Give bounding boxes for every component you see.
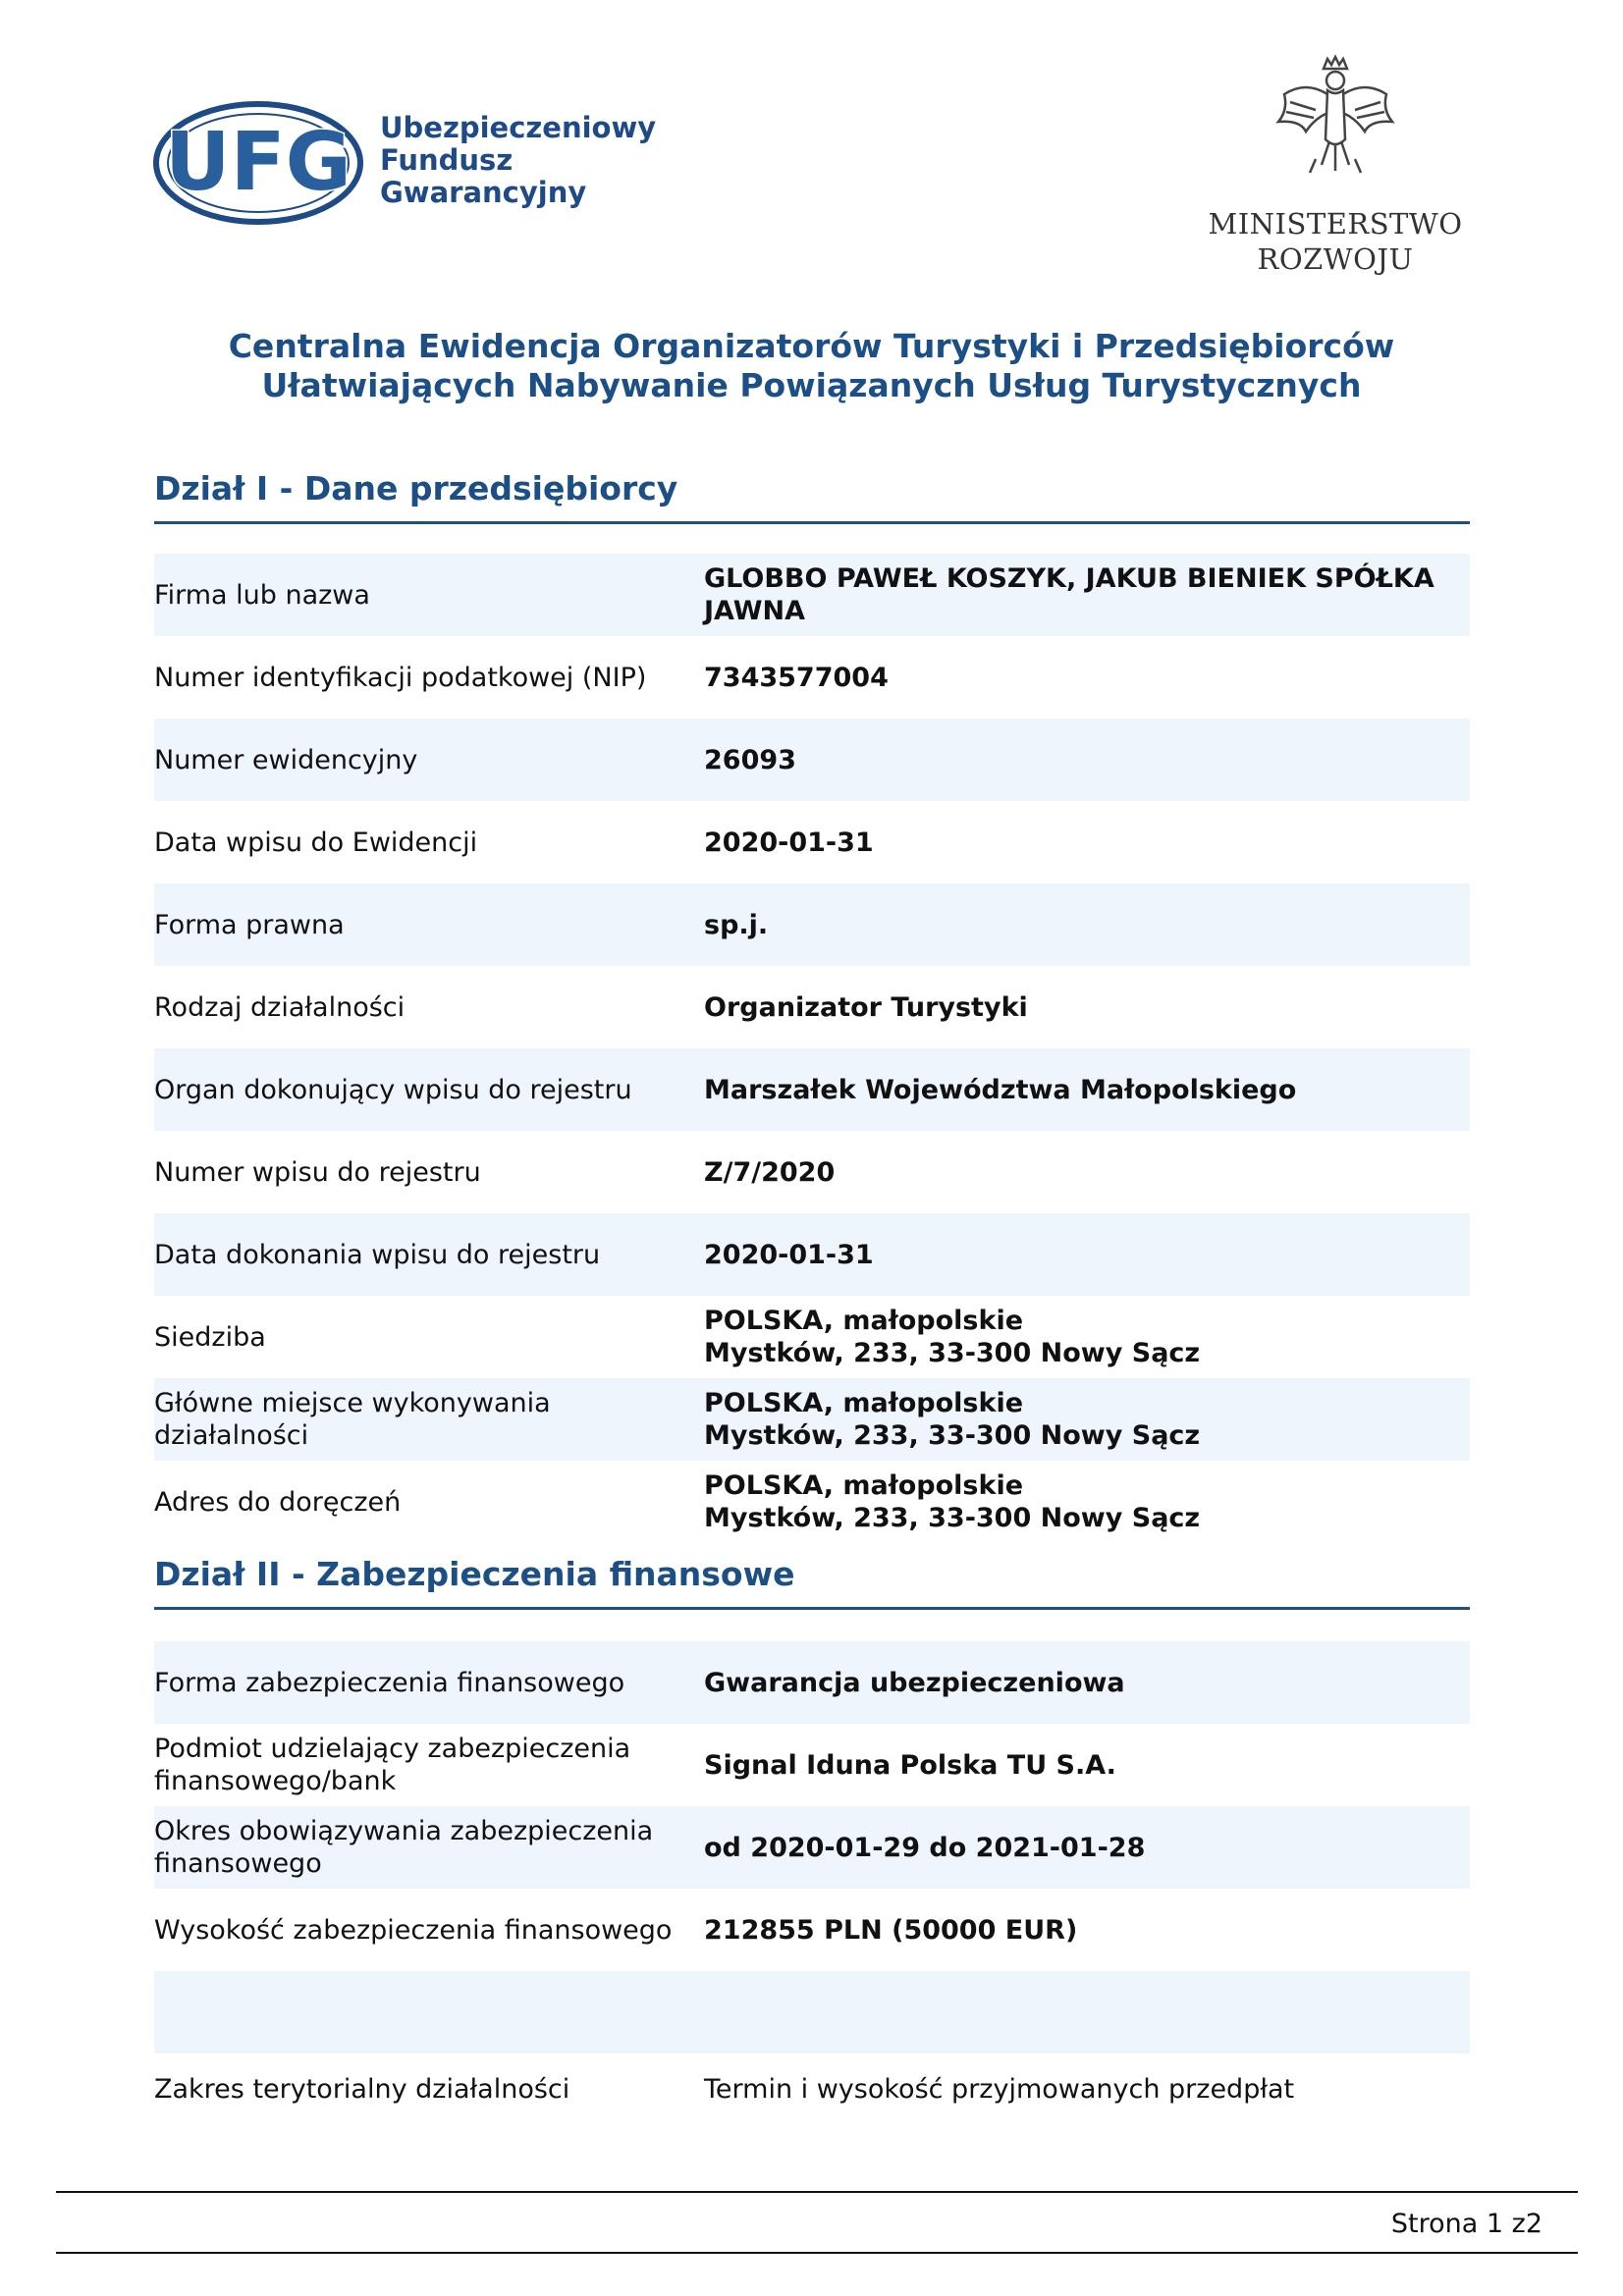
section-1-heading: Dział I - Dane przedsiębiorcy bbox=[154, 469, 1470, 524]
row-label: Numer identyfikacji podatkowej (NIP) bbox=[154, 662, 647, 693]
ufg-line-3: Gwarancyjny bbox=[380, 176, 587, 209]
row-value-line: POLSKA, małopolskie bbox=[704, 1470, 1024, 1501]
table-row bbox=[154, 1213, 1470, 1296]
row-value bbox=[704, 1832, 1470, 1864]
table-row bbox=[154, 1806, 1470, 1889]
row-value bbox=[704, 1239, 1470, 1271]
table-row bbox=[154, 966, 1470, 1048]
row-value-line: Mystków, 233, 33-300 Nowy Sącz bbox=[704, 1338, 1201, 1368]
row-value bbox=[704, 662, 1470, 694]
territorial-scope-label: Zakres terytorialny działalności bbox=[154, 2074, 570, 2105]
ufg-line-1: Ubezpieczeniowy bbox=[380, 111, 657, 144]
section-1-table bbox=[154, 554, 1470, 1543]
row-value bbox=[704, 1156, 1470, 1189]
footer-divider-top bbox=[56, 2191, 1578, 2193]
row-label: Adres do doręczeń bbox=[154, 1486, 402, 1518]
row-value bbox=[704, 1387, 1470, 1452]
row-label: Data wpisu do Ewidencji bbox=[154, 827, 478, 858]
row-value-line: POLSKA, małopolskie bbox=[704, 1306, 1024, 1336]
svg-text:UFG: UFG bbox=[165, 116, 352, 209]
row-value-line: 212855 PLN (50000 EUR) bbox=[704, 1914, 1078, 1946]
polish-eagle-icon bbox=[1267, 51, 1404, 188]
row-value-line: GLOBBO PAWEŁ KOSZYK, JAKUB BIENIEK SPÓŁKA JAWNA bbox=[704, 563, 1434, 626]
table-row bbox=[154, 1378, 1470, 1461]
row-value bbox=[704, 1914, 1470, 1947]
row-value-line: Mystków, 233, 33-300 Nowy Sącz bbox=[704, 1503, 1201, 1533]
row-value-line: 26093 bbox=[704, 744, 796, 775]
row-value-line: Z/7/2020 bbox=[704, 1156, 836, 1188]
ufg-emblem-icon bbox=[152, 98, 378, 236]
row-label: Numer ewidencyjny bbox=[154, 744, 418, 775]
table-row bbox=[154, 1048, 1470, 1131]
row-value-line: Signal Iduna Polska TU S.A. bbox=[704, 1749, 1116, 1781]
ministry-line-2: ROZWOJU bbox=[1257, 242, 1414, 276]
row-value bbox=[704, 1749, 1470, 1782]
footer-table-header bbox=[154, 2074, 1470, 2105]
ufg-wordmark bbox=[380, 112, 656, 209]
ministry-name bbox=[1188, 206, 1483, 277]
row-label: Okres obowiązywania zabezpieczenia finansowego bbox=[154, 1816, 654, 1879]
table-row bbox=[154, 554, 1470, 636]
table-row bbox=[154, 1971, 1470, 2054]
row-label: Siedziba bbox=[154, 1321, 266, 1353]
row-label: Główne miejsce wykonywania działalności bbox=[154, 1388, 551, 1451]
row-label: Data dokonania wpisu do rejestru bbox=[154, 1239, 601, 1270]
row-value bbox=[704, 1305, 1470, 1369]
row-value bbox=[704, 909, 1470, 941]
row-value bbox=[704, 1074, 1470, 1106]
section-2-table bbox=[154, 1641, 1470, 2054]
page-number: Strona 1 z2 bbox=[1390, 2209, 1542, 2239]
table-row bbox=[154, 1131, 1470, 1213]
table-row bbox=[154, 801, 1470, 883]
table-row bbox=[154, 1641, 1470, 1724]
row-label: Forma prawna bbox=[154, 909, 345, 940]
row-value bbox=[704, 1469, 1470, 1534]
row-value bbox=[704, 1667, 1470, 1699]
table-row bbox=[154, 1889, 1470, 1971]
title-line-1: Centralna Ewidencja Organizatorów Turystyki i Przedsiębiorców bbox=[228, 327, 1395, 365]
row-value-line: 2020-01-31 bbox=[704, 1239, 874, 1270]
ufg-logo bbox=[152, 98, 657, 236]
table-row bbox=[154, 883, 1470, 966]
row-value-line: Organizator Turystyki bbox=[704, 991, 1028, 1023]
row-value-line: od 2020-01-29 do 2021-01-28 bbox=[704, 1832, 1146, 1863]
table-row bbox=[154, 636, 1470, 719]
row-label: Firma lub nazwa bbox=[154, 579, 370, 611]
footer-divider-bottom bbox=[56, 2252, 1578, 2254]
row-label: Forma zabezpieczenia finansowego bbox=[154, 1667, 625, 1698]
section-2-heading: Dział II - Zabezpieczenia finansowe bbox=[154, 1555, 1470, 1610]
ministry-logo bbox=[1188, 51, 1483, 277]
row-value bbox=[704, 991, 1470, 1024]
row-label: Rodzaj działalności bbox=[154, 991, 406, 1023]
row-label: Numer wpisu do rejestru bbox=[154, 1156, 481, 1188]
table-row bbox=[154, 719, 1470, 801]
row-label: Wysokość zabezpieczenia finansowego bbox=[154, 1914, 673, 1946]
row-value-line: POLSKA, małopolskie bbox=[704, 1388, 1024, 1418]
prepayment-terms-label: Termin i wysokość przyjmowanych przedpłat bbox=[704, 2074, 1295, 2105]
row-value-line: sp.j. bbox=[704, 909, 769, 940]
row-value-line: Mystków, 233, 33-300 Nowy Sącz bbox=[704, 1420, 1201, 1451]
row-value-line: Marszałek Województwa Małopolskiego bbox=[704, 1074, 1297, 1105]
row-value bbox=[704, 562, 1470, 627]
ministry-line-1: MINISTERSTWO bbox=[1208, 207, 1463, 240]
table-row bbox=[154, 1724, 1470, 1806]
ufg-line-2: Fundusz bbox=[380, 143, 514, 177]
row-label: Podmiot udzielający zabezpieczenia finansowego/bank bbox=[154, 1734, 631, 1796]
document-title bbox=[98, 327, 1525, 405]
row-value-line: 2020-01-31 bbox=[704, 827, 874, 858]
table-row bbox=[154, 1461, 1470, 1543]
row-value-line: 7343577004 bbox=[704, 662, 889, 693]
row-value bbox=[704, 827, 1470, 859]
row-value-line: Gwarancja ubezpieczeniowa bbox=[704, 1667, 1125, 1698]
row-label: Organ dokonujący wpisu do rejestru bbox=[154, 1074, 632, 1105]
title-line-2: Ułatwiających Nabywanie Powiązanych Usług Turystycznych bbox=[261, 366, 1362, 404]
row-value bbox=[704, 744, 1470, 776]
table-row bbox=[154, 1296, 1470, 1378]
